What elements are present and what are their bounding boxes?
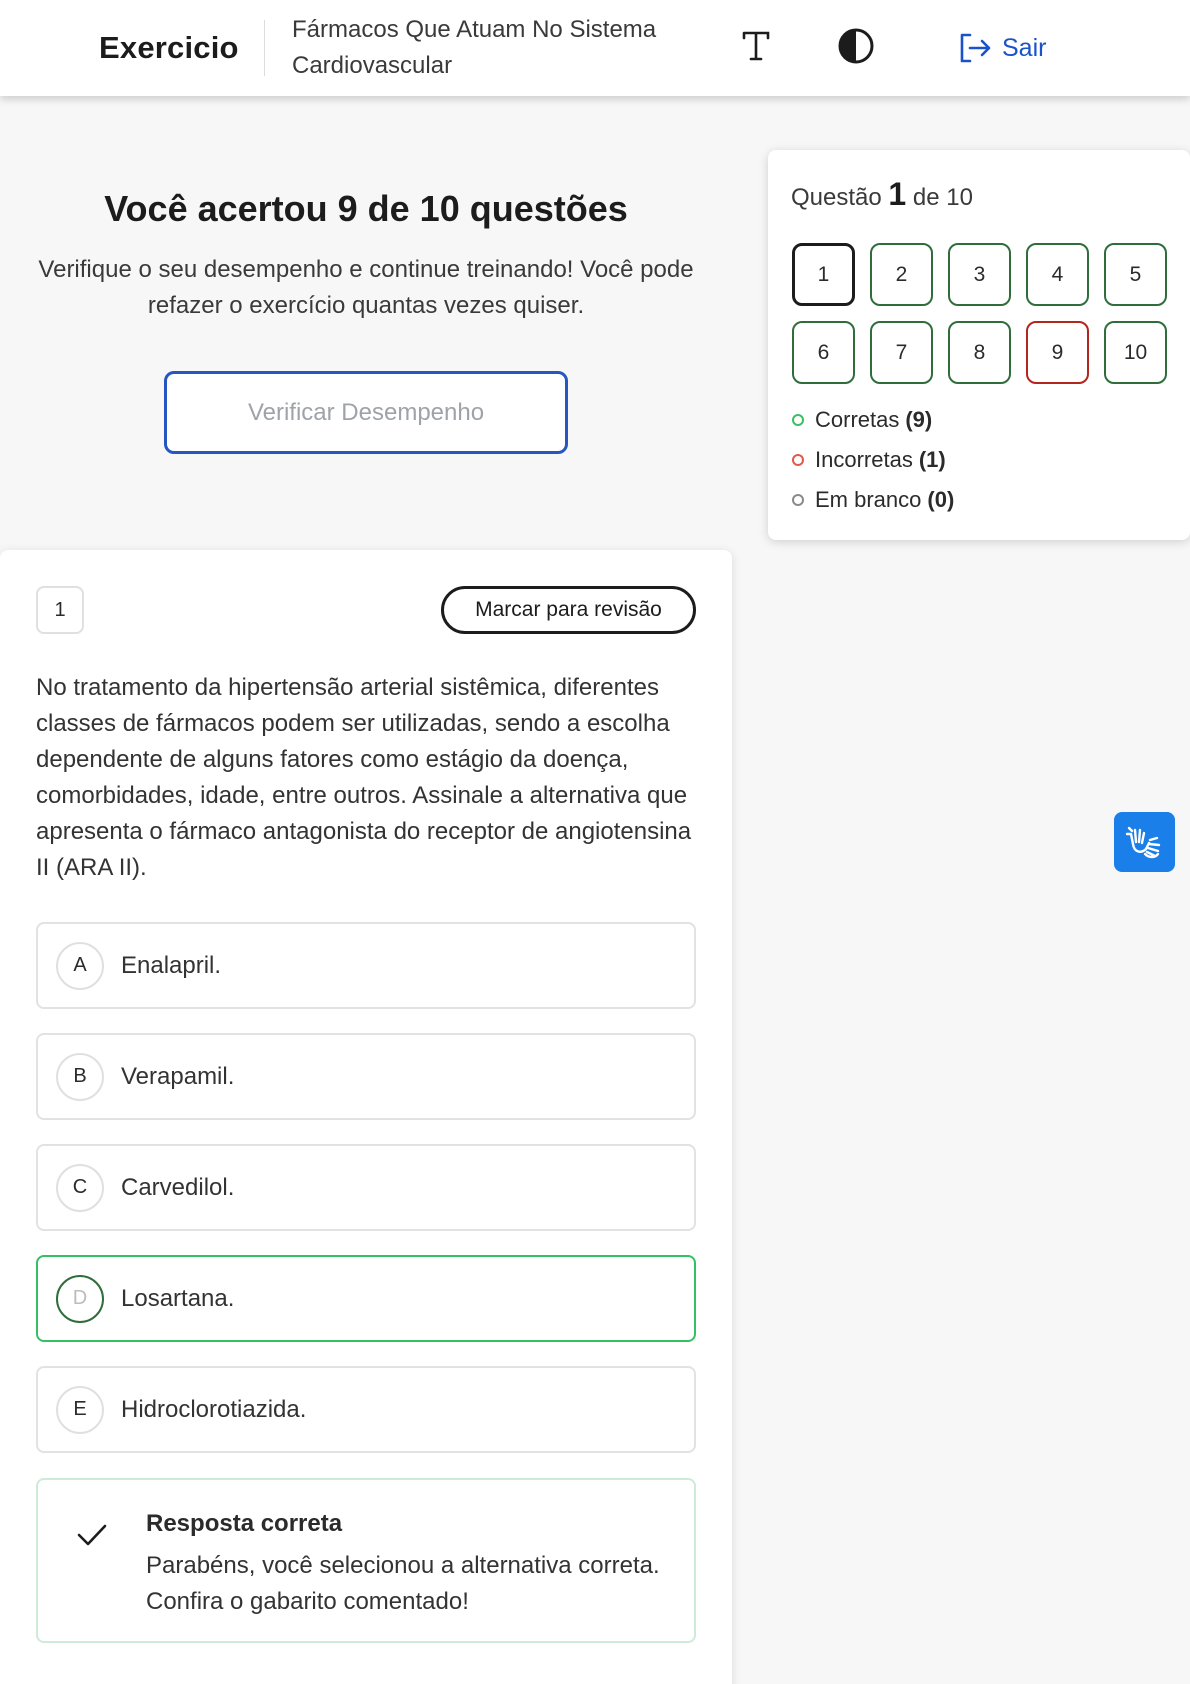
alternative-letter: B xyxy=(56,1053,104,1101)
legend-incorrect-count: (1) xyxy=(918,447,946,472)
question-navigator xyxy=(768,150,1190,540)
alternative-text: Enalapril. xyxy=(121,951,222,979)
navigator-prefix: Questão xyxy=(791,184,882,211)
status-legend xyxy=(792,400,954,520)
alternative-letter: A xyxy=(56,942,104,990)
question-button-5[interactable]: 5 xyxy=(1104,243,1167,306)
navigator-suffix: de 10 xyxy=(912,184,973,211)
question-button-8[interactable]: 8 xyxy=(948,321,1011,384)
answer-feedback xyxy=(36,1478,696,1643)
alternative-text: Carvedilol. xyxy=(121,1173,235,1201)
navigator-current: 1 xyxy=(888,176,907,212)
header-divider xyxy=(264,20,265,76)
contrast-icon xyxy=(837,27,875,65)
text-size-icon xyxy=(741,30,771,62)
subject-title: Fármacos Que Atuam No Sistema Cardiovascular xyxy=(292,16,657,79)
legend-blank-dot xyxy=(792,494,804,506)
question-button-2[interactable]: 2 xyxy=(870,243,933,306)
question-button-7[interactable]: 7 xyxy=(870,321,933,384)
question-button-10[interactable]: 10 xyxy=(1104,321,1167,384)
legend-blank-count: (0) xyxy=(927,487,955,512)
top-bar xyxy=(0,0,1190,96)
sign-language-icon xyxy=(1125,822,1165,862)
alternative-text: Losartana. xyxy=(121,1284,235,1312)
alternative-d[interactable] xyxy=(36,1255,696,1342)
check-icon xyxy=(76,1522,108,1548)
alternative-c[interactable] xyxy=(36,1144,696,1231)
alternative-letter: D xyxy=(56,1275,104,1323)
legend-correct-dot xyxy=(792,414,804,426)
question-button-3[interactable]: 3 xyxy=(948,243,1011,306)
legend-blank xyxy=(792,480,954,520)
legend-correct xyxy=(792,400,954,440)
mark-for-review-button[interactable]: Marcar para revisão xyxy=(441,586,696,634)
alternative-letter: C xyxy=(56,1164,104,1212)
feedback-title: Resposta correta xyxy=(146,1510,343,1537)
brand-title: Exercicio xyxy=(99,30,239,65)
contrast-button[interactable] xyxy=(834,24,878,68)
logout-icon xyxy=(958,32,992,64)
font-size-button[interactable] xyxy=(736,24,776,68)
navigator-title xyxy=(791,176,973,213)
sign-language-button[interactable] xyxy=(1114,812,1175,872)
question-grid xyxy=(792,243,1167,384)
question-card xyxy=(0,550,732,1684)
alternative-text: Verapamil. xyxy=(121,1062,235,1090)
logout-label: Sair xyxy=(1002,33,1047,62)
alternative-b[interactable] xyxy=(36,1033,696,1120)
question-button-9[interactable]: 9 xyxy=(1026,321,1089,384)
feedback-text: Parabéns, você selecionou a alternativa correta. Confira o gabarito comentado! xyxy=(146,1552,660,1615)
alternative-text: Hidroclorotiazida. xyxy=(121,1395,307,1423)
verify-performance-button[interactable]: Verificar Desempenho xyxy=(164,371,568,454)
legend-correct-label: Corretas xyxy=(815,407,900,432)
question-button-4[interactable]: 4 xyxy=(1026,243,1089,306)
question-number-badge: 1 xyxy=(36,586,84,634)
legend-correct-count: (9) xyxy=(905,407,933,432)
result-description: Verifique o seu desempenho e continue treinando! Você pode refazer o exercício quantas vezes quiser. xyxy=(38,256,694,319)
result-panel xyxy=(0,150,732,426)
legend-incorrect-dot xyxy=(792,454,804,466)
alternative-letter: E xyxy=(56,1386,104,1434)
alternative-a[interactable] xyxy=(36,922,696,1009)
alternative-e[interactable] xyxy=(36,1366,696,1453)
legend-incorrect xyxy=(792,440,954,480)
legend-blank-label: Em branco xyxy=(815,487,922,512)
legend-incorrect-label: Incorretas xyxy=(815,447,913,472)
result-title: Você acertou 9 de 10 questões xyxy=(104,188,628,229)
logout-button[interactable] xyxy=(958,28,1046,68)
question-statement: No tratamento da hipertensão arterial sistêmica, diferentes classes de fármacos podem ser utilizadas, sendo a escolha dependente de alguns fatores como estágio da doença, comorbidades, idade, entre outros. Assinale a alternativa que apresenta o fármaco antagonista do receptor de angiotensina II (ARA II). xyxy=(36,674,692,881)
question-button-1[interactable]: 1 xyxy=(792,243,855,306)
question-button-6[interactable]: 6 xyxy=(792,321,855,384)
